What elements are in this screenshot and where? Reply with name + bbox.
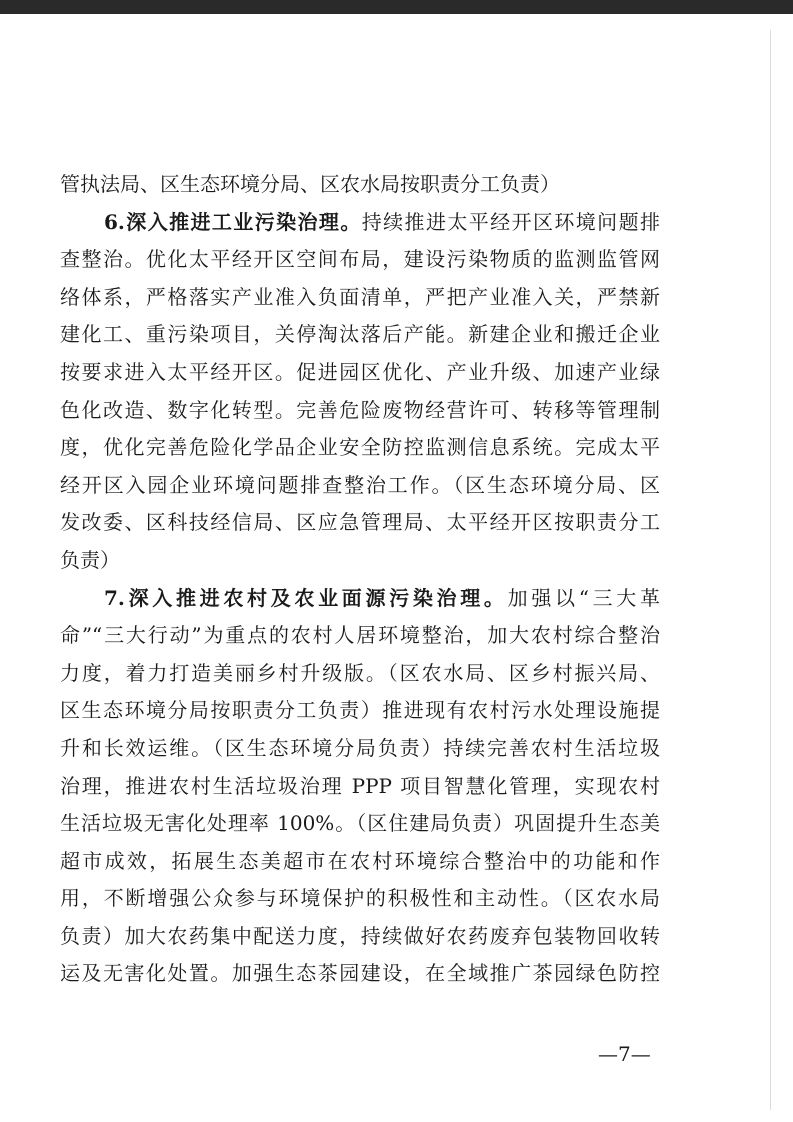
text-line: 升和长效运维。（区生态环境分局负责）持续完善农村生活垃圾 — [60, 735, 660, 760]
text-line: 经开区入园企业环境问题排查整治工作。（区生态环境分局、区 — [60, 472, 660, 497]
text-line: 管执法局、区生态环境分局、区农水局按职责分工负责） — [60, 172, 560, 196]
text-line: 区生态环境分局按职责分工负责）推进现有农村污水处理设施提 — [60, 698, 660, 723]
scan-top-edge — [0, 0, 793, 14]
text-line: 度，优化完善危险化学品企业安全防控监测信息系统。完成太平 — [60, 435, 660, 460]
text-line: 力度，着力打造美丽乡村升级版。（区农水局、区乡村振兴局、 — [60, 660, 660, 685]
text-line: 负责） — [60, 547, 120, 572]
text-run: 持续推进太平经开区环境问题排 — [361, 209, 660, 234]
text-line: 生活垃圾无害化处理率 100%。（区住建局负责）巩固提升生态美 — [60, 811, 660, 836]
document-body — [60, 166, 660, 993]
text-line: 发改委、区科技经信局、区应急管理局、太平经开区按职责分工 — [60, 510, 660, 535]
text-run: 加强以“三大革 — [507, 585, 660, 610]
text-line: 络体系，严格落实产业准入负面清单，严把产业准入关，严禁新 — [60, 284, 660, 309]
page-number: —7— — [598, 1042, 651, 1066]
text-line: 按要求进入太平经开区。促进园区优化、产业升级、加速产业绿 — [60, 359, 660, 384]
heading-item-6: 6.深入推进工业污染治理。 — [104, 209, 362, 234]
text-line: 负责）加大农药集中配送力度，持续做好农药废弃包装物回收转 — [60, 923, 660, 948]
scan-right-edge — [770, 30, 771, 1110]
heading-item-7: 7.深入推进农村及农业面源污染治理。 — [104, 585, 508, 610]
text-line: 运及无害化处置。加强生态茶园建设，在全域推广茶园绿色防控 — [60, 961, 660, 986]
text-line: 治理，推进农村生活垃圾治理 PPP 项目智慧化管理，实现农村 — [60, 773, 660, 798]
text-line: 查整治。优化太平经开区空间布局，建设污染物质的监测监管网 — [60, 247, 660, 272]
text-line: 用，不断增强公众参与环境保护的积极性和主动性。（区农水局 — [60, 886, 660, 911]
paragraph-item-7-first-line — [60, 580, 660, 618]
text-line: 命”“三大行动”为重点的农村人居环境整治，加大农村综合整治 — [60, 623, 660, 648]
text-line: 色化改造、数字化转型。完善危险废物经营许可、转移等管理制 — [60, 397, 660, 422]
text-line: 建化工、重污染项目，关停淘汰落后产能。新建企业和搬迁企业 — [60, 322, 660, 347]
paragraph-item-6-first-line — [60, 204, 660, 242]
text-line: 超市成效，拓展生态美超市在农村环境综合整治中的功能和作 — [60, 848, 660, 873]
